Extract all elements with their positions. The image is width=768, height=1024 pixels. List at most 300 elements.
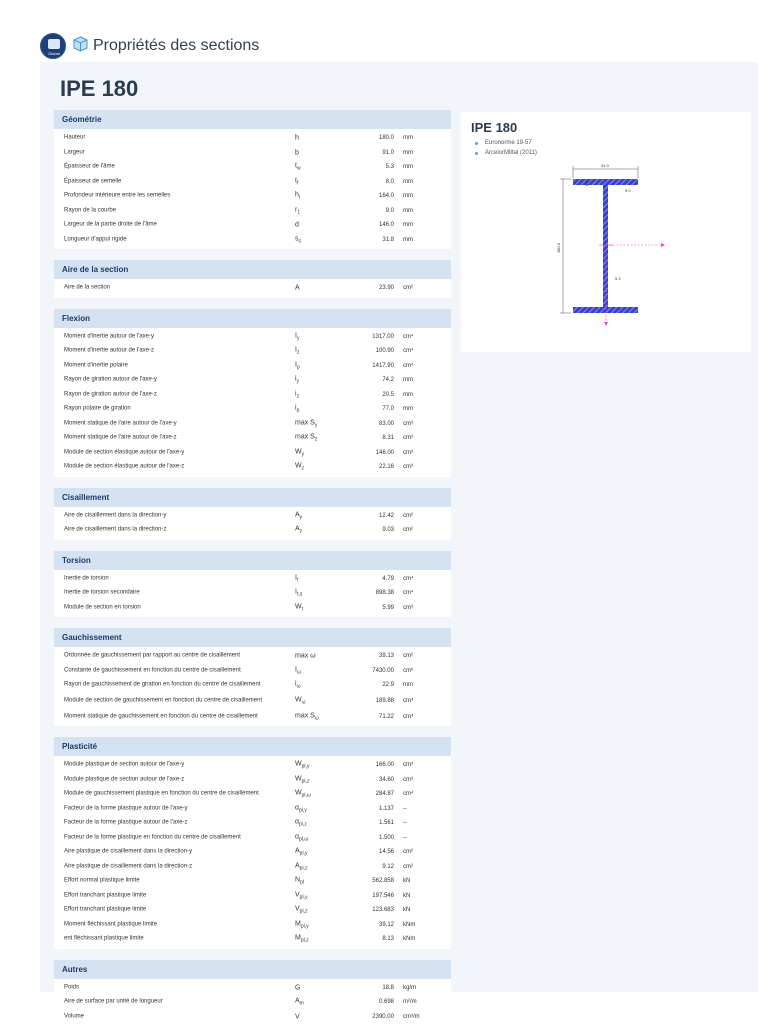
- property-row: [54, 330, 451, 345]
- property-unit: kNm: [403, 936, 416, 943]
- property-unit: mm: [403, 391, 413, 398]
- property-label: Largeur: [64, 149, 85, 156]
- property-unit: mm: [403, 178, 413, 185]
- symbol-subscript: pl,z: [299, 821, 307, 828]
- property-symbol: $i_z$: [295, 390, 300, 400]
- property-value: 164.0: [378, 193, 394, 200]
- property-value: 9.03: [382, 527, 394, 534]
- property-symbol: $A_{pl,y}$: [295, 847, 308, 857]
- property-label: Ordonnée de gauchissement par rapport au centre de cisaillement: [64, 652, 241, 659]
- property-row: [54, 160, 451, 175]
- symbol-subscript: z: [301, 465, 305, 472]
- section-0: [54, 110, 451, 249]
- property-label: Module de gauchissement plastique en fonction du centre de cisaillement: [64, 790, 259, 797]
- property-unit: --: [403, 834, 407, 841]
- property-unit: --: [403, 805, 407, 812]
- property-unit: cm⁴: [403, 362, 414, 369]
- property-symbol: $t_f$: [295, 177, 299, 187]
- property-unit: cm³: [403, 449, 413, 456]
- property-symbol: $i_p$: [295, 404, 300, 414]
- property-row: [54, 460, 451, 475]
- property-label: Aire plastique de cisaillement dans la direction-y: [64, 848, 193, 855]
- property-row: [54, 889, 451, 904]
- symbol-subscript: ω: [314, 715, 319, 722]
- property-row: [54, 802, 451, 817]
- section-3: [54, 488, 451, 540]
- property-symbol: $\alpha_{pl,y}$: [295, 804, 307, 814]
- section-header: Gauchissement: [54, 628, 451, 647]
- property-value: 8.13: [382, 936, 394, 943]
- property-row: [54, 189, 451, 204]
- property-label: Épaisseur de l'âme: [64, 163, 115, 170]
- symbol-subscript: p: [296, 364, 300, 371]
- property-value: 197.546: [372, 892, 394, 899]
- property-row: [54, 758, 451, 773]
- property-label: Effort normal plastique limite: [64, 877, 140, 884]
- property-label: Rayon de gauchissement de giration en fonction du centre de cisaillement: [64, 681, 261, 688]
- symbol-subscript: pl,ω: [301, 792, 311, 799]
- section-1: [54, 260, 451, 298]
- property-row: [54, 402, 451, 417]
- symbol-subscript: pl,y: [301, 763, 310, 770]
- property-row: [54, 995, 451, 1010]
- property-value: 5.99: [382, 604, 394, 611]
- property-row: [54, 860, 451, 875]
- preview-title: IPE 180: [471, 120, 518, 135]
- property-symbol: $\alpha_{pl,\omega}$: [295, 833, 309, 843]
- property-row: [54, 586, 451, 601]
- symbol-subscript: pl,y: [299, 894, 308, 901]
- property-row: [54, 446, 451, 461]
- property-unit: cm⁴: [403, 698, 414, 704]
- property-unit: mm: [403, 149, 413, 156]
- property-label: Hauteur: [64, 134, 86, 141]
- symbol-subscript: pl,y: [299, 850, 308, 857]
- property-unit: mm: [403, 207, 413, 214]
- property-row: [54, 773, 451, 788]
- property-symbol: $W_y$: [295, 448, 305, 458]
- section-rows: [54, 279, 451, 298]
- property-symbol: $V_{pl,z}$: [295, 905, 308, 915]
- property-value: 284.87: [375, 791, 394, 798]
- symbol-subscript: z: [314, 436, 318, 443]
- property-unit: cm²: [403, 849, 413, 856]
- property-label: Facteur de la forme plastique autour de l'axe-z: [64, 819, 188, 826]
- property-row: [54, 981, 451, 996]
- ipe-section-drawing: [461, 112, 751, 352]
- property-value: 14.56: [378, 849, 394, 856]
- section-rows: [54, 979, 451, 1024]
- property-value: 166.00: [375, 762, 394, 769]
- property-unit: kN: [403, 907, 411, 914]
- property-row: [54, 874, 451, 889]
- symbol-subscript: p: [296, 407, 300, 414]
- property-row: [54, 204, 451, 219]
- property-unit: cm⁴: [403, 333, 414, 340]
- property-label: Moment d'inertie autour de l'axe-z: [64, 347, 155, 354]
- section-5: [54, 628, 451, 726]
- property-value: 34.60: [378, 776, 394, 783]
- top-bar: [0, 30, 768, 62]
- property-label: Module de section élastique autour de l'axe-z: [64, 463, 185, 470]
- symbol-subscript: y: [301, 451, 305, 458]
- property-unit: mm: [403, 377, 413, 384]
- property-label: ent fléchissant plastique limite: [64, 935, 144, 942]
- section-header: Cisaillement: [54, 488, 451, 507]
- property-value: 18.8: [382, 984, 394, 991]
- property-row: [54, 918, 451, 933]
- property-label: Inertie de torsion secondaire: [64, 589, 140, 596]
- web: [603, 185, 608, 307]
- property-label: Facteur de la forme plastique en fonction du centre de cisaillement: [64, 834, 241, 841]
- symbol-subscript: ω: [296, 669, 301, 676]
- property-label: Module plastique de section autour de l'axe-z: [64, 776, 185, 783]
- norm-item[interactable]: Euronorme 19-57: [475, 138, 537, 148]
- property-unit: cm⁶: [403, 667, 414, 674]
- property-row: [54, 281, 451, 296]
- symbol-subscript: m: [299, 1000, 304, 1007]
- property-value: 22.9: [382, 682, 394, 689]
- property-symbol: $\max S_\omega$: [295, 712, 319, 722]
- property-symbol: $h_i$: [295, 191, 301, 201]
- property-row: [54, 664, 451, 679]
- property-symbol: $W_t$: [295, 603, 303, 613]
- property-value: 91.0: [382, 149, 394, 156]
- section-header: Plasticité: [54, 737, 451, 756]
- property-value: 1.561: [378, 820, 394, 827]
- property-unit: mm: [403, 682, 413, 689]
- property-value: 22.16: [378, 464, 394, 471]
- property-value: 77.0: [382, 406, 394, 413]
- property-label: Module plastique de section autour de l'axe-y: [64, 761, 185, 768]
- symbol-subscript: pl,z: [300, 937, 309, 944]
- property-unit: --: [403, 820, 407, 827]
- property-symbol: $s_s$: [295, 235, 301, 245]
- property-unit: cm³: [403, 776, 413, 783]
- symbol-subscript: t: [301, 606, 303, 613]
- section-7: [54, 960, 451, 1024]
- symbol-subscript: y: [314, 422, 318, 429]
- property-symbol: $t_w$: [295, 162, 301, 172]
- property-label: Constante de gauchissement en fonction du centre de cisaillement: [64, 667, 241, 674]
- symbol-subscript: ω: [296, 683, 301, 690]
- symbol-subscript: z: [299, 528, 303, 535]
- property-symbol: d: [295, 221, 299, 229]
- property-symbol: $W_\omega$: [295, 696, 306, 706]
- property-row: [54, 417, 451, 432]
- property-row: [54, 233, 451, 248]
- property-value: 146.00: [375, 449, 394, 456]
- property-symbol: $W_{pl,\omega}$: [295, 789, 311, 799]
- section-rows: [54, 328, 451, 477]
- symbol-subscript: y: [296, 378, 300, 385]
- symbol-subscript: pl,ω: [299, 836, 309, 843]
- property-unit: cm²: [403, 653, 413, 660]
- property-unit: cm²: [403, 285, 413, 292]
- property-row: [54, 1010, 451, 1024]
- property-symbol: $\max S_y$: [295, 419, 318, 429]
- property-unit: kN: [403, 878, 411, 885]
- property-value: 8.0: [385, 178, 394, 185]
- property-unit: cm³: [403, 420, 413, 427]
- cube-icon: [73, 36, 88, 52]
- property-value: 5.3: [385, 164, 394, 171]
- property-value: 898.38: [375, 590, 394, 597]
- property-symbol: $A_z$: [295, 525, 303, 535]
- dim-width: 91.0: [601, 163, 609, 168]
- property-row: [54, 146, 451, 161]
- property-label: Rayon de giration autour de l'axe-y: [64, 376, 157, 383]
- section-preview-panel: [461, 112, 751, 352]
- property-label: Rayon polaire de giration: [64, 405, 131, 412]
- symbol-subscript: pl,y: [299, 807, 307, 814]
- dim-flange: 8.0: [584, 180, 589, 186]
- property-symbol: $W_{pl,z}$: [295, 775, 310, 785]
- report-page: [40, 62, 758, 1021]
- property-symbol: $\alpha_{pl,z}$: [295, 818, 307, 828]
- property-unit: mm: [403, 222, 413, 229]
- symbol-subscript: t: [296, 577, 299, 584]
- property-symbol: $V_{pl,y}$: [295, 891, 308, 901]
- property-symbol: $M_{pl,z}$: [295, 934, 309, 944]
- property-unit: cm²: [403, 512, 413, 519]
- property-value: 9.0: [385, 207, 394, 214]
- section-rows: [54, 570, 451, 618]
- property-symbol: $I_{t,s}$: [295, 588, 303, 598]
- property-symbol: V: [295, 1013, 300, 1021]
- logo-cube-icon: [48, 39, 60, 49]
- property-label: Volume: [64, 1013, 85, 1020]
- section-4: [54, 551, 451, 618]
- app-title: Propriétés des sections: [93, 37, 260, 54]
- property-unit: cm⁴: [403, 590, 414, 597]
- section-header: Autres: [54, 960, 451, 979]
- property-value: 1.137: [378, 805, 394, 812]
- property-unit: cm³/m: [403, 1013, 420, 1020]
- property-row: [54, 932, 451, 947]
- section-header: Géométrie: [54, 110, 451, 129]
- symbol-subscript: pl,z: [301, 778, 310, 785]
- property-row: [54, 572, 451, 587]
- property-value: 123.683: [372, 907, 394, 914]
- symbol-subscript: pl,y: [300, 923, 309, 930]
- property-unit: cm³: [403, 435, 413, 442]
- property-row: [54, 359, 451, 374]
- property-unit: cm⁴: [403, 713, 414, 720]
- property-symbol: $A_y$: [295, 511, 303, 521]
- property-value: 189.88: [375, 698, 394, 704]
- property-value: 8.31: [382, 435, 394, 442]
- property-value: 180.0: [378, 135, 394, 142]
- property-value: 39.12: [378, 921, 394, 928]
- property-label: Moment statique de l'aire autour de l'axe-z: [64, 434, 177, 441]
- symbol-subscript: i: [298, 194, 301, 201]
- property-symbol: $I_y$: [295, 332, 300, 342]
- property-label: Épaisseur de semelle: [64, 178, 122, 185]
- property-label: Moment d'inertie polaire: [64, 362, 128, 369]
- property-row: [54, 710, 451, 725]
- property-symbol: $I_t$: [295, 574, 299, 584]
- property-row: [54, 831, 451, 846]
- property-label: Aire de cisaillement dans la direction-z: [64, 526, 167, 533]
- property-symbol: G: [295, 984, 301, 992]
- property-value: 31.8: [382, 236, 394, 243]
- property-row: [54, 693, 451, 710]
- property-symbol: $I_\omega$: [295, 666, 301, 676]
- property-symbol: $A_m$: [295, 997, 304, 1007]
- property-symbol: $W_{pl,y}$: [295, 760, 310, 770]
- dim-height: 180.0: [556, 242, 561, 254]
- dim-radius: 9.0: [625, 188, 631, 193]
- property-label: Moment d'inertie autour de l'axe-y: [64, 333, 155, 340]
- property-value: 39.13: [378, 653, 394, 660]
- property-row: [54, 678, 451, 693]
- property-row: [54, 601, 451, 616]
- property-unit: cm⁴: [403, 791, 414, 798]
- property-row: [54, 175, 451, 190]
- property-unit: mm: [403, 193, 413, 200]
- property-unit: kg/m: [403, 984, 417, 991]
- property-unit: cm²: [403, 863, 413, 870]
- property-unit: cm⁴: [403, 348, 414, 355]
- property-symbol: $I_z$: [295, 346, 300, 356]
- property-label: Poids: [64, 984, 80, 991]
- property-label: Aire de surface par unité de longueur: [64, 998, 163, 1005]
- property-row: [54, 816, 451, 831]
- property-unit: kNm: [403, 921, 416, 928]
- norm-item[interactable]: ArcelorMittal (2011): [475, 148, 537, 158]
- property-label: Moment fléchissant plastique limite: [64, 921, 158, 928]
- section-header: Torsion: [54, 551, 451, 570]
- property-row: [54, 649, 451, 664]
- property-label: Module de section élastique autour de l'axe-y: [64, 449, 185, 456]
- property-symbol: $M_{pl,y}$: [295, 920, 309, 930]
- section-rows: [54, 756, 451, 949]
- property-symbol: A: [295, 284, 300, 292]
- property-value: 2390.00: [372, 1013, 394, 1020]
- property-label: Effort tranchant plastique limite: [64, 892, 147, 899]
- symbol-subscript: y: [296, 335, 300, 342]
- property-row: [54, 845, 451, 860]
- symbol-subscript: s: [298, 238, 301, 245]
- property-value: 74.2: [382, 377, 394, 384]
- property-value: 1317.00: [372, 333, 394, 340]
- symbol-subscript: 1: [297, 209, 301, 216]
- property-symbol: $r_1$: [295, 206, 301, 216]
- property-value: 20.5: [382, 391, 394, 398]
- property-row: [54, 373, 451, 388]
- property-unit: mm: [403, 135, 413, 142]
- property-symbol: $A_{pl,z}$: [295, 862, 308, 872]
- property-unit: m²/m: [403, 999, 417, 1006]
- property-label: Effort tranchant plastique limite: [64, 906, 147, 913]
- properties-tables: [54, 110, 451, 1024]
- property-label: Rayon de la courbe: [64, 207, 117, 214]
- property-symbol: $i_y$: [295, 375, 300, 385]
- property-label: Rayon de giration autour de l'axe-z: [64, 391, 157, 398]
- symbol-subscript: ω: [301, 699, 306, 706]
- property-symbol: $W_z$: [295, 462, 305, 472]
- property-symbol: $\max S_z$: [295, 433, 318, 443]
- property-unit: cm²: [403, 527, 413, 534]
- symbol-subscript: w: [296, 165, 301, 172]
- property-value: 1.500: [378, 834, 394, 841]
- property-value: 562.858: [372, 878, 394, 885]
- property-row: [54, 131, 451, 146]
- property-label: Profondeur intérieure entre les semelles: [64, 192, 171, 199]
- property-value: 100.90: [375, 348, 394, 355]
- symbol-subscript: pl: [300, 879, 304, 886]
- property-row: [54, 787, 451, 802]
- property-symbol: $N_{pl}$: [295, 876, 304, 886]
- section-6: [54, 737, 451, 949]
- section-rows: [54, 129, 451, 249]
- section-header: Aire de la section: [54, 260, 451, 279]
- property-unit: cm³: [403, 604, 413, 611]
- top-flange: [573, 179, 638, 185]
- section-title: IPE 180: [60, 76, 139, 101]
- property-value: 23.90: [378, 285, 394, 292]
- property-symbol: $I_p$: [295, 361, 300, 371]
- property-row: [54, 509, 451, 524]
- property-symbol: h: [295, 134, 299, 142]
- property-unit: cm⁴: [403, 575, 414, 582]
- property-label: Facteur de la forme plastique autour de l'axe-y: [64, 805, 188, 812]
- property-value: 4.79: [382, 575, 394, 582]
- bottom-flange: [573, 307, 638, 313]
- dlubal-logo[interactable]: [40, 33, 66, 59]
- property-row: [54, 903, 451, 918]
- section-rows: [54, 647, 451, 726]
- property-unit: mm: [403, 164, 413, 171]
- property-unit: cm³: [403, 464, 413, 471]
- property-value: 0.698: [378, 999, 394, 1006]
- property-row: [54, 344, 451, 359]
- symbol-subscript: z: [296, 349, 300, 356]
- property-unit: cm³: [403, 762, 413, 769]
- property-row: [54, 218, 451, 233]
- logo-text: Dlubal: [48, 51, 60, 56]
- property-value: 146.0: [378, 222, 394, 229]
- section-rows: [54, 507, 451, 540]
- property-row: [54, 523, 451, 538]
- property-label: Module de section en torsion: [64, 604, 141, 611]
- section-2: [54, 309, 451, 477]
- property-symbol: b: [295, 149, 299, 157]
- property-row: [54, 431, 451, 446]
- property-label: Inertie de torsion: [64, 575, 109, 582]
- property-label: Aire plastique de cisaillement dans la direction-z: [64, 863, 193, 870]
- symbol-subscript: y: [299, 514, 303, 521]
- property-label: Module de section de gauchissement en fonction du centre de cisaillement: [64, 697, 263, 704]
- property-label: Aire de cisaillement dans la direction-y: [64, 512, 167, 519]
- symbol-subscript: pl,z: [299, 908, 308, 915]
- property-label: Largeur de la partie droite de l'âme: [64, 221, 157, 228]
- symbol-subscript: t,s: [296, 591, 303, 598]
- property-unit: kN: [403, 892, 411, 899]
- property-label: Longueur d'appui rigide: [64, 236, 127, 243]
- property-unit: mm: [403, 406, 413, 413]
- property-value: 9.12: [382, 863, 394, 870]
- property-unit: mm: [403, 236, 413, 243]
- property-value: 12.42: [378, 512, 394, 519]
- dim-web: 5.3: [615, 276, 621, 281]
- property-symbol: max ω: [295, 652, 316, 660]
- property-value: 83.00: [378, 420, 394, 427]
- property-label: Aire de la section: [64, 284, 111, 291]
- property-value: 7430.00: [372, 667, 394, 674]
- property-label: Moment statique de l'aire autour de l'axe-y: [64, 420, 177, 427]
